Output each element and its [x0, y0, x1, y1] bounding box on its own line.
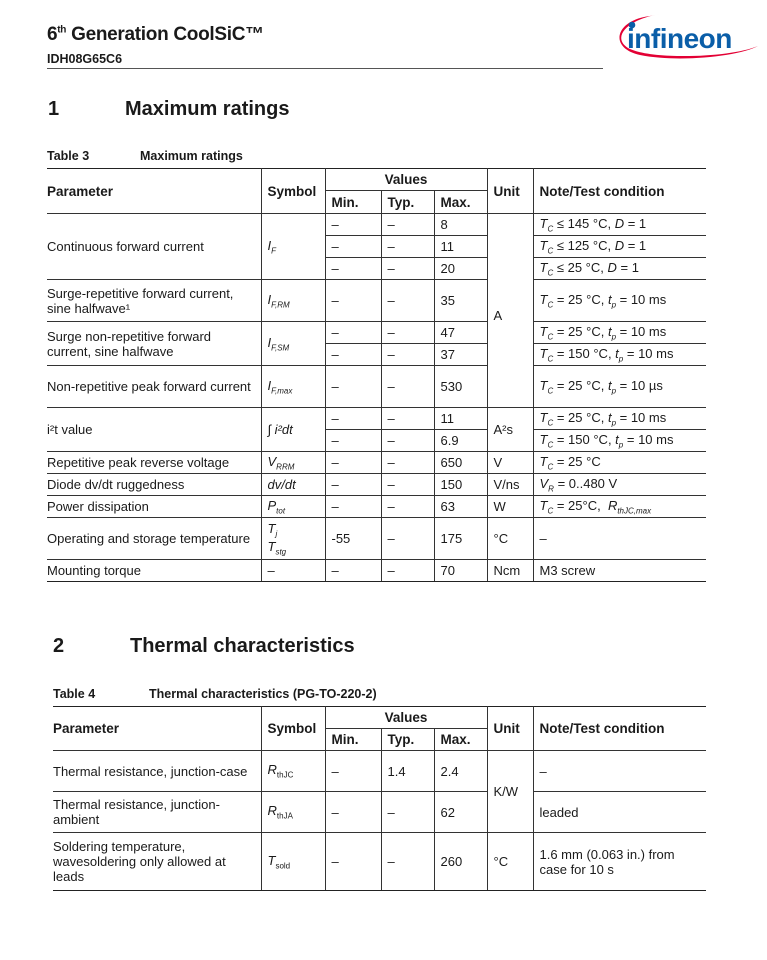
param-cell: Thermal resistance, junction-case	[53, 751, 261, 792]
note-cell: $T_C = 150$ °C, $t_p = 10$ ms	[533, 430, 706, 452]
max-cell: 37	[434, 344, 487, 366]
table-row	[53, 792, 706, 833]
min-cell: –	[325, 366, 381, 408]
max-cell: 35	[434, 280, 487, 322]
min-cell: –	[325, 430, 381, 452]
typ-cell: –	[381, 408, 434, 430]
table-row	[47, 280, 706, 322]
header-parameter: Parameter	[47, 169, 261, 214]
symbol-cell: ∫ i²dt	[261, 408, 325, 452]
table-row	[47, 518, 706, 560]
note-cell: $T_C = 25$ °C	[533, 452, 706, 474]
symbol-cell: $I_{F,max}$	[261, 366, 325, 408]
typ-cell: –	[381, 214, 434, 236]
table-row	[53, 833, 706, 891]
max-cell: 63	[434, 496, 487, 518]
header-typ: Typ.	[381, 729, 434, 751]
min-cell: –	[325, 452, 381, 474]
header-min: Min.	[325, 729, 381, 751]
param-cell: Surge-repetitive forward current, sine halfwave¹	[47, 280, 261, 322]
table-row	[47, 452, 706, 474]
max-cell: 11	[434, 236, 487, 258]
unit-cell: A	[487, 214, 533, 408]
logo-wordmark: infineon	[627, 23, 732, 54]
typ-cell: –	[381, 833, 434, 891]
header-values: Values	[325, 169, 487, 191]
min-cell: –	[325, 258, 381, 280]
note-cell: $T_C = 25$ °C, $t_p = 10$ ms	[533, 280, 706, 322]
header-values: Values	[325, 707, 487, 729]
header-parameter: Parameter	[53, 707, 261, 751]
note-cell: $T_C = 25^\circ C$, $R_{thJC,max}$	[533, 496, 706, 518]
symbol-cell: $T_j$ $T_{stg}$	[261, 518, 325, 560]
symbol-cell: $T_{sold}$	[261, 833, 325, 891]
note-cell: –	[533, 751, 706, 792]
note-cell: $T_C = 25$ °C, $t_p = 10$ µs	[533, 366, 706, 408]
symbol-cell: $I_{F,RM}$	[261, 280, 325, 322]
param-cell: Repetitive peak reverse voltage	[47, 452, 261, 474]
symbol-cell: dv/dt	[261, 474, 325, 496]
table-row	[47, 496, 706, 518]
typ-cell: –	[381, 322, 434, 344]
param-cell: Mounting torque	[47, 560, 261, 582]
unit-cell: Ncm	[487, 560, 533, 582]
note-cell: –	[533, 518, 706, 560]
param-cell: Surge non-repetitive forward current, sine halfwave	[47, 322, 261, 366]
min-cell: –	[325, 560, 381, 582]
table-row	[53, 751, 706, 792]
min-cell: –	[325, 280, 381, 322]
note-cell: $T_C \le 25$ °C, D = 1	[533, 258, 706, 280]
section-number: 2	[53, 635, 65, 657]
unit-cell: V	[487, 452, 533, 474]
max-cell: 2.4	[434, 751, 487, 792]
unit-cell: °C	[487, 833, 533, 891]
note-cell: $T_C = 25$ °C, $t_p = 10$ ms	[533, 408, 706, 430]
typ-cell: –	[381, 430, 434, 452]
symbol-cell: $I_F$	[261, 214, 325, 280]
param-cell: Thermal resistance, junction-ambient	[53, 792, 261, 833]
part-number: IDH08G65C6	[47, 52, 123, 66]
note-cell: leaded	[533, 792, 706, 833]
param-cell: Diode dv/dt ruggedness	[47, 474, 261, 496]
min-cell: –	[325, 236, 381, 258]
unit-cell: K/W	[487, 751, 533, 833]
param-cell: Continuous forward current	[47, 214, 261, 280]
max-cell: 6.9	[434, 430, 487, 452]
param-cell: i²t value	[47, 408, 261, 452]
symbol-cell: $R_{thJC}$	[261, 751, 325, 792]
caption-title: Thermal characteristics (PG-TO-220-2)	[149, 687, 377, 701]
note-cell: M3 screw	[533, 560, 706, 582]
table-row	[47, 408, 706, 430]
table-4-caption	[53, 687, 453, 701]
min-cell: –	[325, 833, 381, 891]
max-cell: 47	[434, 322, 487, 344]
caption-label: Table 4	[53, 687, 96, 701]
note-cell: $T_C \le 125$ °C, D = 1	[533, 236, 706, 258]
min-cell: –	[325, 751, 381, 792]
table-row	[47, 474, 706, 496]
document-title: 6th Generation CoolSiC™	[47, 24, 264, 45]
header-typ: Typ.	[381, 191, 434, 214]
unit-cell: W	[487, 496, 533, 518]
typ-cell: –	[381, 560, 434, 582]
max-cell: 150	[434, 474, 487, 496]
symbol-cell: $V_{RRM}$	[261, 452, 325, 474]
min-cell: –	[325, 474, 381, 496]
min-cell: –	[325, 214, 381, 236]
symbol-cell: –	[261, 560, 325, 582]
note-cell: $T_C \le 145$ °C, D = 1	[533, 214, 706, 236]
max-cell: 11	[434, 408, 487, 430]
header-symbol: Symbol	[261, 169, 325, 214]
typ-cell: –	[381, 366, 434, 408]
min-cell: –	[325, 792, 381, 833]
thermal-characteristics-table	[53, 706, 706, 891]
param-cell: Non-repetitive peak forward current	[47, 366, 261, 408]
header-note: Note/Test condition	[533, 707, 706, 751]
typ-cell: –	[381, 258, 434, 280]
typ-cell: –	[381, 236, 434, 258]
note-cell: 1.6 mm (0.063 in.) from case for 10 s	[533, 833, 706, 891]
section-title: Maximum ratings	[125, 98, 290, 120]
unit-cell: °C	[487, 518, 533, 560]
typ-cell: –	[381, 496, 434, 518]
header-note: Note/Test condition	[533, 169, 706, 214]
min-cell: –	[325, 322, 381, 344]
min-cell: -55	[325, 518, 381, 560]
header-unit: Unit	[487, 707, 533, 751]
typ-cell: –	[381, 344, 434, 366]
max-cell: 20	[434, 258, 487, 280]
max-cell: 650	[434, 452, 487, 474]
typ-cell: –	[381, 792, 434, 833]
max-cell: 70	[434, 560, 487, 582]
section-title: Thermal characteristics	[130, 635, 355, 657]
symbol-cell: $P_{tot}$	[261, 496, 325, 518]
table-row	[47, 366, 706, 408]
caption-label: Table 3	[47, 149, 90, 163]
table-3-caption	[47, 149, 347, 163]
param-cell: Power dissipation	[47, 496, 261, 518]
min-cell: –	[325, 496, 381, 518]
table-row	[47, 322, 706, 344]
header-unit: Unit	[487, 169, 533, 214]
symbol-cell: $I_{F,SM}$	[261, 322, 325, 366]
header-max: Max.	[434, 729, 487, 751]
caption-title: Maximum ratings	[140, 149, 243, 163]
header-min: Min.	[325, 191, 381, 214]
max-cell: 175	[434, 518, 487, 560]
note-cell: $T_C = 25$ °C, $t_p = 10$ ms	[533, 322, 706, 344]
min-cell: –	[325, 344, 381, 366]
header-symbol: Symbol	[261, 707, 325, 751]
typ-cell: –	[381, 280, 434, 322]
param-cell: Operating and storage temperature	[47, 518, 261, 560]
typ-cell: –	[381, 452, 434, 474]
max-cell: 8	[434, 214, 487, 236]
symbol-cell: $R_{thJA}$	[261, 792, 325, 833]
typ-cell: 1.4	[381, 751, 434, 792]
maximum-ratings-table	[47, 168, 706, 582]
typ-cell: –	[381, 518, 434, 560]
note-cell: $T_C = 150$ °C, $t_p = 10$ ms	[533, 344, 706, 366]
table-row	[47, 560, 706, 582]
header-max: Max.	[434, 191, 487, 214]
param-cell: Soldering temperature, wavesoldering only allowed at leads	[53, 833, 261, 891]
max-cell: 530	[434, 366, 487, 408]
table-row	[47, 214, 706, 236]
unit-cell: A²s	[487, 408, 533, 452]
typ-cell: –	[381, 474, 434, 496]
section-number: 1	[48, 98, 60, 120]
min-cell: –	[325, 408, 381, 430]
unit-cell: V/ns	[487, 474, 533, 496]
note-cell: $V_R = 0..480$ V	[533, 474, 706, 496]
infineon-logo	[610, 8, 760, 63]
max-cell: 260	[434, 833, 487, 891]
header-divider	[47, 68, 603, 69]
max-cell: 62	[434, 792, 487, 833]
